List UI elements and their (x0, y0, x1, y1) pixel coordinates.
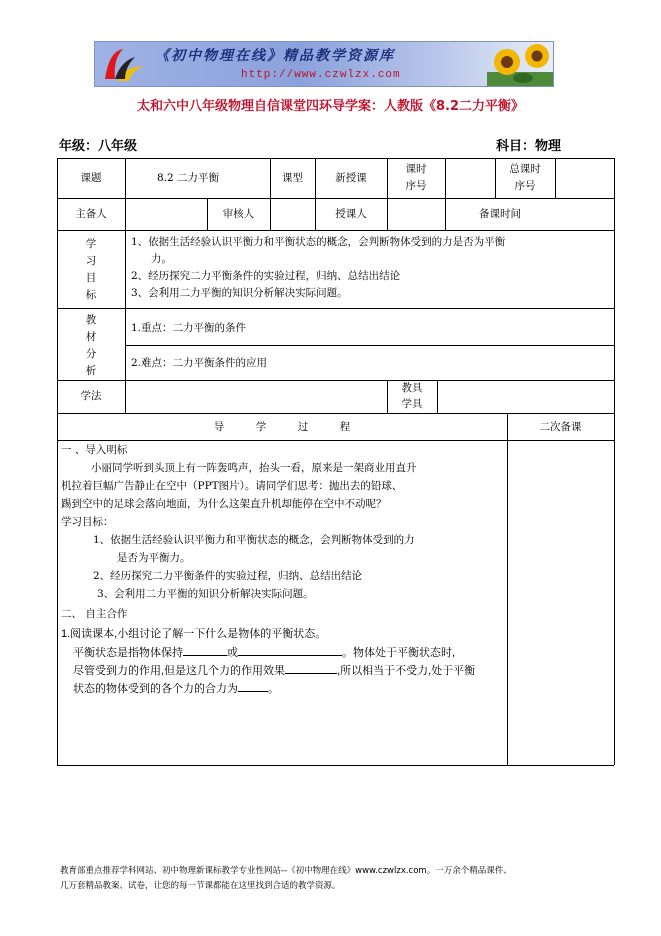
study-method-label: 学法 (80, 390, 102, 402)
table-line (555, 158, 556, 198)
question-text: 。物体处于平衡状态时, (342, 647, 456, 659)
teacher-label: 授课人 (335, 208, 367, 220)
goal-item: 3、会利用二力平衡的知识分析解决实际问题。 (97, 588, 314, 600)
table-line (387, 198, 388, 230)
preparer-label: 主备人 (75, 208, 107, 220)
site-banner[interactable] (94, 41, 554, 87)
goals-label (57, 236, 125, 304)
table-line (445, 158, 446, 198)
section-title: 二、 自主合作 (61, 608, 128, 620)
topic-label: 课题 (80, 172, 102, 184)
analysis-label-char: 析 (85, 365, 97, 377)
intro-text: 小丽同学听到头顶上有一阵轰鸣声，抬头一看，原来是一架商业用直升 (91, 462, 417, 474)
question-line (73, 643, 455, 663)
analysis-label-char: 材 (85, 331, 97, 343)
table-line (125, 345, 614, 346)
goals-subtitle: 学习目标： (61, 516, 114, 528)
table-line (437, 380, 438, 413)
key-point: 1.重点：二力平衡的条件 (131, 322, 247, 334)
sunflower-icon (487, 42, 554, 87)
goals-label-char: 习 (85, 255, 97, 267)
table-line (57, 380, 614, 381)
question-text: ,所以相当于不受力,处于平衡 (337, 665, 476, 677)
difficulty-point: 2.难点：二力平衡条件的应用 (131, 357, 268, 369)
answer-blank[interactable] (285, 662, 337, 674)
goal-item: 1、依据生活经验认识平衡力和平衡状态的概念，会判断物体受到的力 (93, 534, 415, 546)
answer-blank[interactable] (238, 644, 342, 656)
goal-item: 是否为平衡力。 (117, 552, 191, 564)
learning-aids-label: 学具 (401, 398, 423, 410)
table-line (57, 440, 614, 441)
banner-url[interactable]: http://www.czwlzx.com (241, 69, 401, 81)
question-text: 。 (268, 683, 279, 695)
goal-line: 2、经历探究二力平衡条件的实验过程，归纳、总结出结论 (131, 270, 401, 282)
intro-text: 机拉着巨幅广告静止在空中（PPT图片）。请同学们思考：抛出去的铅球、 (61, 480, 403, 492)
goal-line: 1、依据生活经验认识平衡力和平衡状态的概念，会判断物体受到的力是否为平衡 (131, 236, 506, 248)
footer-line: 教育部重点推荐学科网站、初中物理新课标教学专业性网站--《初中物理在线》www.czwlzx.com。一万余个精品课件、 (60, 866, 512, 876)
table-line (57, 230, 614, 231)
question-text: 平衡状态是指物体保持 (73, 647, 183, 659)
answer-blank[interactable] (183, 644, 227, 656)
question-title: 1.阅读课本,小组讨论了解一下什么是物体的平衡状态。 (61, 628, 327, 640)
table-line (57, 308, 614, 309)
analysis-label-char: 分 (85, 348, 97, 360)
analysis-label (57, 312, 125, 380)
topic-value: 8.2 二力平衡 (157, 172, 220, 184)
total-sequence-label: 序号 (514, 180, 536, 192)
goals-label-char: 标 (85, 289, 97, 301)
subject-label: 科目：物理 (496, 139, 562, 154)
question-line (73, 679, 279, 699)
intro-text: 踢到空中的足球会落向地面，为什么这架直升机却能停在空中不动呢？ (61, 498, 387, 510)
table-line (614, 158, 615, 765)
banner-title: 《初中物理在线》精品教学资源库 (155, 48, 395, 64)
question-line (73, 661, 475, 681)
footer-line: 几万套精品教案、试卷，让您的每一节课都能在这里找到合适的教学资源。 (60, 881, 341, 891)
period-label: 课时 (405, 163, 427, 175)
table-line (57, 413, 614, 414)
goal-line: 3、会利用二力平衡的知识分析解决实际问题。 (131, 287, 348, 299)
table-line (270, 158, 271, 230)
question-text: 或 (227, 647, 238, 659)
document-title: 太和六中八年级物理自信课堂四环导学案：人教版《8.2二力平衡》 (136, 99, 525, 114)
goal-item: 2、经历探究二力平衡条件的实验过程，归纳、总结出结论 (93, 570, 363, 582)
page-footer (60, 864, 620, 894)
table-line (57, 158, 614, 159)
analysis-label-char: 教 (85, 314, 97, 326)
teaching-aids-label: 教具 (401, 382, 423, 394)
goals-label-char: 学 (85, 238, 97, 250)
site-logo-icon (101, 45, 147, 83)
lesson-type-label: 课型 (282, 172, 303, 184)
total-period-label: 总课时 (509, 163, 541, 175)
table-line (57, 765, 614, 766)
grade-label: 年级：八年级 (59, 139, 138, 154)
table-line (125, 158, 126, 230)
answer-blank[interactable] (238, 680, 268, 692)
second-prep-header: 二次备课 (539, 421, 582, 433)
table-line (57, 198, 614, 199)
question-text: 状态的物体受到的各个力的合力为 (73, 683, 238, 695)
lesson-type-value: 新授课 (335, 172, 367, 184)
process-header: 导 学 过 程 (213, 421, 351, 433)
table-line (125, 230, 126, 413)
period-sequence-label: 序号 (405, 180, 427, 192)
goal-line: 力。 (151, 253, 172, 265)
goals-label-char: 目 (85, 272, 97, 284)
section-title: 一 、导入明标 (61, 444, 128, 456)
reviewer-label: 审核人 (222, 208, 255, 220)
prep-time-label: 备课时间 (479, 208, 521, 220)
question-text: 尽管受到力的作用,但是这几个力的作用效果 (73, 665, 286, 677)
table-line (507, 413, 508, 765)
